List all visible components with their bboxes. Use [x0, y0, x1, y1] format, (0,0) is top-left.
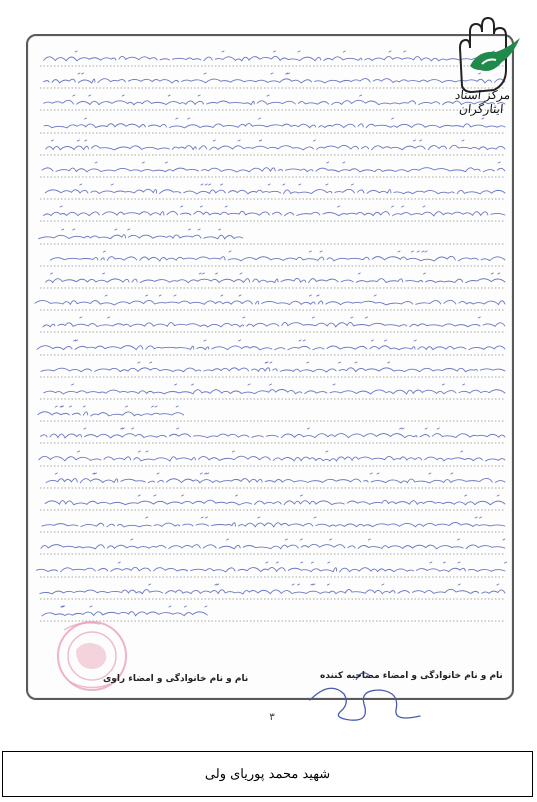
handwriting-mark — [118, 562, 120, 563]
handwriting-mark — [154, 495, 156, 496]
ruled-lines — [40, 66, 505, 621]
handwriting-mark — [248, 384, 250, 385]
handwriting-mark — [198, 95, 200, 96]
handwriting-mark — [392, 118, 394, 119]
handwriting-mark — [205, 473, 207, 474]
handwriting-mark — [298, 51, 300, 52]
handwriting-mark — [437, 428, 439, 429]
handwriting-mark — [111, 184, 113, 185]
handwriting-mark — [311, 562, 313, 563]
handwriting-mark — [239, 340, 241, 341]
dove-shape — [470, 38, 520, 71]
handwriting-mark — [343, 162, 345, 163]
handwriting-mark — [105, 295, 107, 296]
handwriting-mark — [82, 73, 84, 74]
handwriting-mark — [176, 406, 178, 407]
handwriting-mark — [131, 539, 133, 540]
handwriting-line — [41, 368, 505, 372]
handwriting-mark — [442, 384, 444, 385]
handwriting-mark — [385, 340, 387, 341]
handwriting-mark — [55, 473, 57, 474]
handwriting-mark — [70, 406, 72, 407]
handwriting-mark — [201, 517, 203, 518]
handwriting-mark — [199, 273, 201, 274]
handwriting-line — [46, 478, 505, 483]
narrator-signature-label: نام و نام خانوادگی و امضاء راوی — [103, 674, 249, 684]
handwriting-mark — [330, 539, 332, 540]
handwriting-mark — [175, 384, 177, 385]
handwriting-mark — [266, 562, 268, 563]
handwriting-mark — [209, 184, 211, 185]
handwriting-mark — [458, 539, 460, 540]
handwriting-mark — [402, 206, 404, 207]
handwriting-mark — [285, 539, 287, 540]
handwriting-mark — [360, 95, 362, 96]
handwriting-mark — [198, 229, 200, 230]
handwriting-mark — [303, 340, 305, 341]
handwriting-mark — [338, 206, 340, 207]
handwriting-mark — [176, 118, 178, 119]
handwriting-mark — [283, 184, 285, 185]
handwriting-mark — [189, 229, 191, 230]
handwritten-text — [35, 51, 507, 616]
handwriting-line — [36, 567, 505, 572]
handwriting-mark — [307, 428, 309, 429]
handwriting-mark — [150, 362, 152, 363]
handwriting-line — [43, 322, 505, 327]
handwriting-mark — [80, 317, 82, 318]
handwriting-mark — [51, 140, 53, 141]
handwriting-mark — [184, 606, 186, 607]
handwriting-mark — [78, 451, 80, 452]
handwriting-mark — [168, 95, 170, 96]
handwriting-mark — [222, 51, 224, 52]
handwriting-mark — [128, 229, 130, 230]
handwriting-mark — [374, 295, 376, 296]
handwriting-mark — [219, 229, 221, 230]
handwriting-mark — [389, 51, 391, 52]
handwriting-mark — [424, 273, 426, 274]
handwriting-mark — [89, 95, 91, 96]
handwriting-mark — [314, 517, 316, 518]
handwriting-mark — [122, 95, 124, 96]
handwriting-mark — [221, 295, 223, 296]
handwriting-mark — [327, 162, 329, 163]
handwriting-mark — [132, 428, 134, 429]
handwriting-line — [42, 189, 505, 194]
handwriting-line — [38, 412, 184, 416]
handwriting-mark — [205, 606, 207, 607]
handwriting-line — [40, 589, 505, 594]
handwriting-mark — [307, 362, 309, 363]
handwriting-mark — [404, 51, 406, 52]
handwriting-mark — [146, 295, 148, 296]
handwriting-line — [45, 500, 505, 505]
handwriting-line — [43, 278, 505, 282]
handwriting-mark — [491, 273, 493, 274]
handwriting-mark — [238, 140, 240, 141]
handwriting-mark — [181, 206, 183, 207]
handwriting-mark — [463, 384, 465, 385]
handwriting-mark — [216, 273, 218, 274]
handwriting-mark — [201, 184, 203, 185]
handwriting-mark — [259, 118, 261, 119]
handwriting-mark — [103, 251, 105, 252]
handwriting-mark — [260, 140, 262, 141]
handwriting-mark — [200, 206, 202, 207]
handwriting-mark — [461, 451, 463, 452]
handwriting-mark — [227, 539, 229, 540]
handwriting-mark — [327, 584, 329, 585]
handwriting-mark — [182, 495, 184, 496]
handwriting-mark — [73, 95, 75, 96]
handwriting-line — [37, 346, 505, 350]
handwriting-mark — [142, 162, 144, 163]
handwriting-mark — [503, 539, 505, 540]
handwriting-mark — [292, 584, 294, 585]
handwriting-mark — [333, 384, 335, 385]
handwriting-line — [39, 235, 243, 239]
handwriting-mark — [400, 428, 402, 429]
handwriting-mark — [505, 562, 507, 563]
handwriting-mark — [443, 562, 445, 563]
handwriting-mark — [368, 539, 370, 540]
handwriting-mark — [480, 517, 482, 518]
handwriting-mark — [377, 473, 379, 474]
handwriting-mark — [149, 584, 151, 585]
handwriting-mark — [417, 251, 419, 252]
handwriting-mark — [462, 140, 464, 141]
handwriting-mark — [498, 162, 500, 163]
handwriting-line — [35, 300, 505, 305]
handwriting-mark — [312, 317, 314, 318]
handwriting-mark — [108, 317, 110, 318]
handwriting-mark — [422, 251, 424, 252]
handwriting-mark — [75, 51, 77, 52]
handwriting-mark — [402, 428, 404, 429]
handwriting-mark — [239, 295, 241, 296]
official-stamp — [40, 610, 150, 700]
handwriting-line — [40, 434, 505, 438]
handwriting-mark — [188, 118, 190, 119]
handwriting-mark — [60, 206, 62, 207]
handwriting-mark — [103, 273, 105, 274]
handwriting-mark — [177, 428, 179, 429]
handwriting-mark — [414, 140, 416, 141]
handwriting-mark — [317, 295, 319, 296]
handwriting-line — [41, 544, 505, 549]
handwriting-mark — [300, 495, 302, 496]
handwriting-mark — [270, 362, 272, 363]
handwriting-mark — [429, 473, 431, 474]
handwriting-mark — [55, 406, 57, 407]
handwriting-mark — [425, 428, 427, 429]
handwriting-mark — [339, 362, 341, 363]
handwriting-mark — [271, 73, 273, 74]
handwriting-mark — [78, 73, 80, 74]
handwriting-mark — [267, 95, 269, 96]
handwriting-mark — [430, 562, 432, 563]
handwriting-mark — [169, 606, 171, 607]
handwriting-mark — [309, 295, 311, 296]
handwriting-mark — [309, 251, 311, 252]
handwriting-mark — [465, 495, 467, 496]
handwriting-mark — [207, 473, 209, 474]
handwriting-mark — [420, 140, 422, 141]
handwriting-mark — [85, 140, 87, 141]
handwriting-mark — [157, 473, 159, 474]
handwriting-mark — [204, 73, 206, 74]
handwriting-mark — [90, 606, 92, 607]
interviewer-signature-label: نام و نام خانوادگی و امضاء مصاحبه کننده — [320, 671, 503, 681]
handwriting-mark — [202, 273, 204, 274]
handwriting-mark — [72, 384, 74, 385]
handwriting-mark — [398, 251, 400, 252]
logo-text: مرکز اسناد ایثارگران — [454, 88, 512, 116]
handwriting-mark — [200, 473, 202, 474]
handwriting-mark — [478, 317, 480, 318]
handwriting-mark — [236, 495, 238, 496]
handwriting-mark — [458, 562, 460, 563]
handwriting-line — [46, 145, 505, 150]
handwriting-mark — [320, 251, 322, 252]
handwriting-mark — [146, 517, 148, 518]
handwriting-mark — [498, 273, 500, 274]
handwriting-mark — [83, 406, 85, 407]
page-number: ۳ — [269, 712, 275, 723]
handwriting-mark — [77, 140, 79, 141]
handwriting-mark — [370, 473, 372, 474]
handwriting-mark — [371, 340, 373, 341]
handwriting-mark — [159, 295, 161, 296]
handwriting-mark — [165, 162, 167, 163]
handwriting-mark — [115, 229, 117, 230]
handwriting-line — [36, 456, 505, 461]
handwriting-mark — [482, 118, 484, 119]
handwriting-line — [41, 211, 506, 216]
handwriting-mark — [240, 273, 242, 274]
handwriting-mark — [221, 184, 223, 185]
handwriting-mark — [301, 562, 303, 563]
handwriting-mark — [411, 251, 413, 252]
handwriting-mark — [314, 140, 316, 141]
handwriting-mark — [425, 251, 427, 252]
handwriting-mark — [138, 451, 140, 452]
handwriting-mark — [192, 384, 194, 385]
handwriting-mark — [458, 584, 460, 585]
handwriting-mark — [382, 584, 384, 585]
handwriting-line — [42, 168, 505, 172]
handwriting-mark — [268, 184, 270, 185]
handwriting-mark — [126, 406, 128, 407]
handwriting-mark — [51, 273, 53, 274]
handwriting-mark — [152, 406, 154, 407]
handwriting-mark — [205, 184, 207, 185]
handwriting-mark — [243, 317, 245, 318]
handwriting-mark — [174, 295, 176, 296]
handwriting-mark — [351, 317, 353, 318]
handwriting-mark — [414, 340, 416, 341]
handwriting-mark — [146, 451, 148, 452]
handwriting-mark — [276, 562, 278, 563]
handwriting-line — [44, 390, 505, 395]
handwriting-mark — [138, 362, 140, 363]
handwriting-mark — [451, 473, 453, 474]
handwriting-mark — [205, 517, 207, 518]
handwriting-line — [50, 256, 505, 261]
handwriting-mark — [497, 495, 499, 496]
handwriting-mark — [73, 229, 75, 230]
handwriting-mark — [204, 340, 206, 341]
handwriting-mark — [80, 184, 82, 185]
handwriting-mark — [343, 51, 345, 52]
handwriting-mark — [328, 562, 330, 563]
handwriting-mark — [365, 317, 367, 318]
handwriting-mark — [298, 584, 300, 585]
handwriting-mark — [326, 184, 328, 185]
handwriting-mark — [388, 362, 390, 363]
handwriting-mark — [138, 495, 140, 496]
handwriting-mark — [300, 539, 302, 540]
handwriting-mark — [423, 206, 425, 207]
handwriting-mark — [155, 406, 157, 407]
handwriting-mark — [225, 206, 227, 207]
handwriting-mark — [299, 184, 301, 185]
handwriting-line — [42, 522, 505, 527]
handwriting-mark — [475, 517, 477, 518]
caption-text: شهید محمد پوریای ولی — [204, 766, 331, 782]
handwriting-mark — [358, 273, 360, 274]
handwriting-mark — [326, 451, 328, 452]
handwriting-mark — [274, 51, 276, 52]
handwriting-mark — [355, 362, 357, 363]
handwriting-mark — [299, 340, 301, 341]
handwriting-mark — [497, 584, 499, 585]
handwriting-mark — [213, 140, 215, 141]
handwriting-mark — [351, 184, 353, 185]
handwriting-mark — [232, 451, 234, 452]
handwriting-mark — [270, 384, 272, 385]
caption-box — [2, 751, 533, 797]
handwriting-mark — [392, 206, 394, 207]
handwriting-mark — [84, 428, 86, 429]
handwriting-line — [44, 124, 505, 128]
handwriting-mark — [229, 251, 231, 252]
handwriting-mark — [85, 118, 87, 119]
handwriting-mark — [62, 229, 64, 230]
handwriting-mark — [95, 162, 97, 163]
handwriting-mark — [258, 517, 260, 518]
